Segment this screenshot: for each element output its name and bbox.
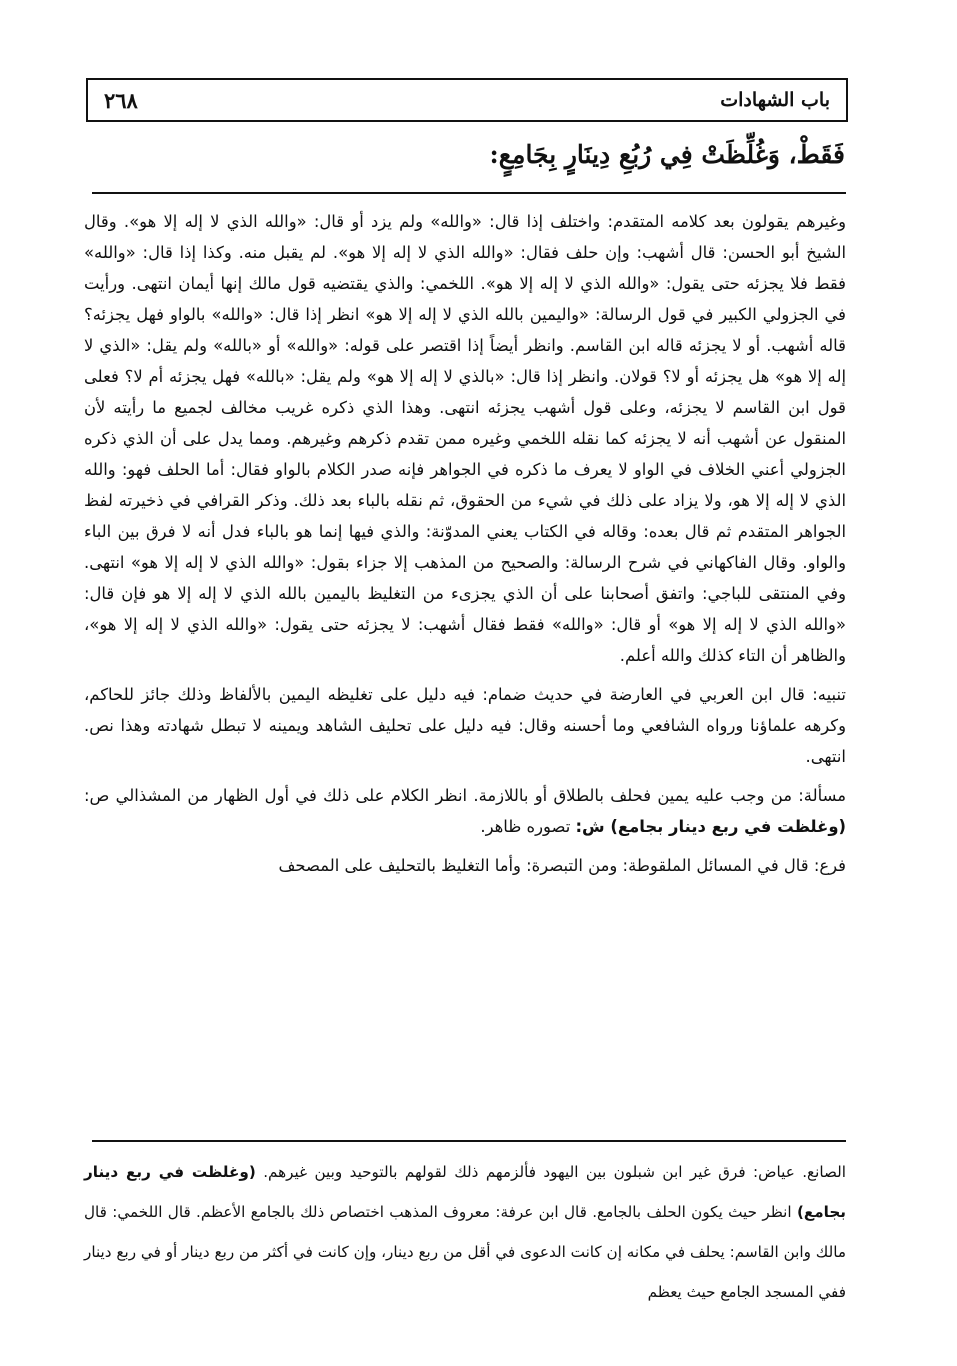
far-paragraph: فرع: قال في المسائل الملقوطة: ومن التبصرة: وأما التغليظ بالتحليف على المصحف xyxy=(278,856,846,875)
masala-paragraph xyxy=(84,780,846,842)
footnote-part-a: الصانع. عياض: فرق غير ابن شبلون بين اليهود فألزمهم ذلك لقولهم بالتوحيد وبين غيرهم. xyxy=(263,1163,846,1181)
chapter-title: باب الشهادات xyxy=(720,89,830,111)
page-number: ٢٦٨ xyxy=(104,87,138,113)
masala-bold: (وغلظت في ربع دينار بجامع) ش: xyxy=(575,817,846,836)
footnote-text xyxy=(84,1152,846,1312)
masala-end: تصوره ظاهر. xyxy=(480,817,571,836)
tanbih-paragraph: تنبيه: قال ابن العربي في العارضة في حديث ضمام: فيه دليل على تغليظه اليمين بالألفاظ وذلك جائز للحاكم، وكرهه علماؤنا ورواه الشافعي وما أحسنه وقال: فيه دليل على تحليف الشاهد ويمينه لا تبطل شهادته وهذا نص. انتهى. xyxy=(84,685,846,766)
footnote-part-b: انظر حيث يكون الحلف بالجامع. قال ابن عرفة: معروف المذهب اختصاص ذلك بالجامع الأعظم. قال اللخمي: قال مالك وابن القاسم: يحلف في مكانه إن كانت الدعوى في أقل من ربع دينار، وإن كانت في أكثر من ربع دينار أو في ربع دينار ففي المسجد الجامع حيث يعظم xyxy=(84,1203,846,1301)
matn-divider xyxy=(92,192,846,194)
main-paragraph: وغيرهم يقولون بعد كلامه المتقدم: واختلف إذا قال: «والله» ولم يزد أو قال: «والله الذي لا إله إلا هو». وقال الشيخ أبو الحسن: قال أشهب: وإن حلف فقال: «والله الذي لا إله إلا هو». لم يقبل منه. وكذا إذا قال: «والله» فقط فلا يجزئه حتى يقول: «والله الذي لا إله إلا هو». اللخمي: والذي يقتضيه قول مالك إنها أيمان انتهى. ورأيت في الجزولي الكبير في قول الرسالة: «واليمين بالله الذي لا إله إلا هو» انظر إذا قال: «والله» بالواو فهل يجزئه؟ قاله أشهب. أو لا يجزئه قاله ابن القاسم. وانظر أيضاً إذا اقتصر على قوله: «والله» أو «بالله» ولم يقل: «الذي لا إله إلا هو» هل يجزئه أو لا؟ قولان. وانظر إذا قال: «بالذي لا إله إلا هو» ولم يقل: «بالله» فهل يجزئه أم لا؟ فعلى قول ابن القاسم لا يجزئه، وعلى قول أشهب يجزئه انتهى. وهذا الذي ذكره غريب مخالف لجميع ما رأيته لأن المنقول عن أشهب أنه لا يجزئه كما نقله اللخمي وغيره ممن تقدم ذكرهم وغيرهم. ومما يدل على أن الذي ذكره الجزولي أعني الخلاف في الواو لا يعرف ما ذكره في الجواهر فإنه صدر الكلام بالواو فقال: أما الحلف فهو: والله الذي لا إله إلا هو، ولا يزاد على ذلك في شيء من الحقوق، ثم نقله بالباء بعد ذلك. وذكر القرافي في ذخيرته لفظ الجواهر المتقدم ثم قال بعده: وقاله في الكتاب يعني المدوّنة: والذي فيها إنما هو بالباء فدل أنه لا فرق بين الباء والواو. وقال الفاكهاني في شرح الرسالة: والصحيح من المذهب إلا جزاء بقول: «والله الذي لا إله إلا هو» انتهى. وفي المنتقى للباجي: واتفق أصحابنا على أن الذي يجزىء من التغليظ باليمين بالله الذي لا إله إلا هو فإن قال: «والله الذي لا إله إلا هو» أو قال: «والله» فقط فقال أشهب: لا يجزئه حتى يقول: «والله الذي لا إله إلا هو»، والظاهر أن التاء كذلك والله أعلم. xyxy=(84,212,846,665)
matn-text: فَقَطْ، وَغُلِّظَتْ فِي رُبُعِ دِينَارٍ بِجَامِعٍ: xyxy=(489,140,845,169)
footnote-bold: (وغلظت في ربع دينار بجامع) xyxy=(84,1163,847,1221)
masala-text: مسألة: من وجب عليه يمين فحلف بالطلاق أو باللازمة. انظر الكلام على ذلك في أول الظهار من المشذالي ص: xyxy=(84,786,846,805)
commentary-body xyxy=(84,206,846,881)
footnotes xyxy=(84,1152,846,1312)
page-header xyxy=(86,78,848,122)
footnote-divider xyxy=(92,1140,846,1142)
